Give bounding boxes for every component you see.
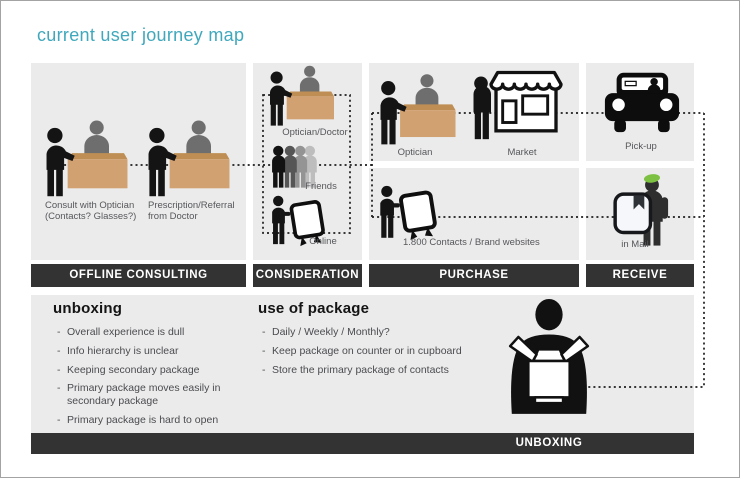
scene-prescription-referral <box>145 117 233 198</box>
optician-desk-icon <box>145 117 233 198</box>
note-item: - Keep package on counter or in cupboard <box>262 345 492 358</box>
scene-consult-optician <box>43 117 131 198</box>
scene-purchase-market <box>471 69 571 146</box>
note-item: - Overall experience is dull <box>57 326 235 339</box>
note-item: - Keeping secondary package <box>57 364 235 377</box>
scene-caption: Consult with Optician (Contacts? Glasses?) <box>45 200 137 223</box>
scene-caption: Online <box>309 236 337 247</box>
stage-bar-consideration: CONSIDERATION <box>253 264 362 287</box>
stage-bar-unboxing <box>31 433 694 454</box>
delivery-person-icon <box>609 171 675 248</box>
note-item: - Info hierarchy is unclear <box>57 345 235 358</box>
unboxing-notes-list <box>57 326 235 433</box>
storefront-icon <box>471 69 571 146</box>
scene-caption: Optician/Doctor <box>282 127 348 138</box>
stage-bar-unboxing-label: UNBOXING <box>515 437 583 449</box>
unboxing-person-icon <box>487 298 611 414</box>
note-item: - Primary package moves easily in secondary package <box>57 382 235 408</box>
notes-heading-unboxing: unboxing <box>53 300 123 317</box>
scene-caption: Prescription/Referral from Doctor <box>148 200 235 223</box>
use-of-package-notes-list <box>262 326 492 382</box>
scene-receive-pickup <box>601 71 683 137</box>
stage-bar-receive: RECEIVE <box>586 264 694 287</box>
scene-caption: Pick-up <box>625 141 657 152</box>
scene-caption: 1.800 Contacts / Brand websites <box>403 237 540 248</box>
scene-receive-mail <box>609 171 675 248</box>
scene-caption: in Mail <box>621 239 649 250</box>
notes-heading-use-of-package: use of package <box>258 300 370 317</box>
stage-bar-purchase: PURCHASE <box>369 264 579 287</box>
stage-bar-offline-consulting: OFFLINE CONSULTING <box>31 264 246 287</box>
note-item: - Primary package is hard to open <box>57 414 235 427</box>
scene-caption: Optician <box>397 147 433 158</box>
scene-consideration-optician <box>267 63 337 127</box>
optician-desk-icon <box>43 117 131 198</box>
scene-caption: Friends <box>305 181 337 192</box>
online-screen-icon <box>377 183 439 243</box>
optician-desk-icon <box>267 63 337 127</box>
scene-purchase-online <box>377 183 439 243</box>
note-item: - Store the primary package of contacts <box>262 364 492 377</box>
scene-caption: Market <box>507 147 537 158</box>
note-item: - Daily / Weekly / Monthly? <box>262 326 492 339</box>
scene-purchase-optician <box>377 71 459 146</box>
car-icon <box>601 71 683 137</box>
optician-desk-icon <box>377 71 459 146</box>
scene-unboxing-person <box>487 298 611 414</box>
page-title: current user journey map <box>37 25 245 45</box>
